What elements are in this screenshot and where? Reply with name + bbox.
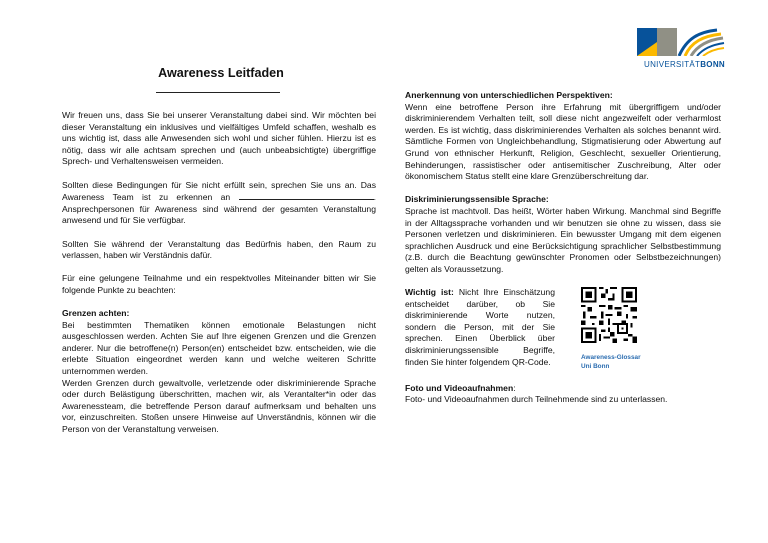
photo-heading: Foto und Videoaufnahmen: bbox=[405, 382, 516, 393]
language-paragraph: Sprache ist machtvoll. Das heißt, Wörter haben Wirkung. Manchmal sind Begriffe in der Alltagssprache vorhanden und wir benutzen sie ohne zu wissen, dass sie Personen verletzen und diskriminieren. Ein bewusster Umgang mit dem eigenen sprachlichen Ausdruck und eine Berücksichtigung sprachlicher Selbstbestimmung (z.B. durch die Beachtung gewünschter Pronomen oder Selbstbezeichnungen) gelten als Voraussetzung. bbox=[405, 205, 721, 274]
boundaries-paragraph-1: Bei bestimmten Thematiken können emotionale Belastungen nicht ausgeschlossen werden. Achten Sie auf Ihre eigenen Grenzen und die Grenzen anderer. Nur die betroffene(n) Person(en) entscheidet bzw. entscheiden, wie die erlebte Situation eingeordnet werden kann und welche weiteren Schritte unternommen werden. bbox=[62, 319, 376, 377]
important-paragraph: Wichtig ist: Nicht Ihre Einschätzung entscheidet darüber, ob Sie diskriminierende Worte nutzen, sondern die Person, mit der Sie sprechen. Einen Überblick über diskriminierungssensible Begriffe, finden Sie hinter folgendem QR-Code. bbox=[405, 287, 555, 367]
intro-paragraph: Wir freuen uns, dass Sie bei unserer Veranstaltung dabei sind. Wir möchten bei dieser Veranstaltung ein inklusives und vielfältiges Umfeld schaffen, weshalb es uns wichtig ist, dass alle Anwesenden sich wohl und sicher fühlen. Hierzu ist es nötig, dass wir alle achtsam sprechen und (auch unbeabsichtigte) übergriffige Sprech- und Verhaltensweisen vermeiden. bbox=[62, 110, 376, 167]
qr-block bbox=[567, 287, 661, 371]
boundaries-heading: Grenzen achten: bbox=[62, 308, 130, 319]
page-title: Awareness Leitfaden bbox=[158, 66, 284, 80]
photo-paragraph: Foto- und Videoaufnahmen durch Teilnehmende sind zu unterlassen. bbox=[405, 394, 668, 405]
qr-caption: Awareness-Glossar Uni Bonn bbox=[581, 354, 641, 371]
right-column bbox=[405, 90, 721, 406]
boundaries-paragraph-2: Werden Grenzen durch gewaltvolle, verletzende oder diskriminierende Sprache oder durch Belästigung überschritten, machen wir, als Verantalter*in oder das Awarenessteam, die betreffende Person darauf aufmerksam und behalten uns vor, einzuschreiten. Stoßen unsere Hinweise auf Unverständnis, können wir die Person von der Veranstaltung verweisen. bbox=[62, 377, 376, 435]
leave-room-paragraph: Sollten Sie während der Veranstaltung das Bedürfnis haben, den Raum zu verlassen, haben wir Verständnis dafür. bbox=[62, 238, 376, 261]
logo-swoosh-icon bbox=[677, 28, 725, 56]
perspectives-heading: Anerkennung von unterschiedlichen Perspektiven: bbox=[405, 90, 613, 100]
logo-blocks-icon bbox=[637, 28, 677, 56]
language-heading: Diskriminierungssensible Sprache: bbox=[405, 194, 549, 205]
contact-paragraph: Sollten diese Bedingungen für Sie nicht erfüllt sein, sprechen Sie uns an. Das Awareness Team ist zu erkennen an . Ansprechpersonen für Awareness sind während der gesamten Veranstaltung anwesend und für Sie verfügbar. bbox=[62, 179, 376, 226]
logo-wordmark: UNIVERSITÄTBONN bbox=[644, 60, 725, 69]
fill-in-blank bbox=[239, 191, 374, 200]
qr-code-icon[interactable] bbox=[581, 287, 637, 343]
title-underline bbox=[156, 92, 280, 93]
important-section bbox=[405, 287, 721, 371]
university-logo bbox=[590, 28, 725, 73]
left-column bbox=[62, 110, 376, 436]
points-intro-paragraph: Für eine gelungene Teilnahme und ein respektvolles Miteinander bitten wir Sie folgende Punkte zu beachten: bbox=[62, 273, 376, 295]
perspectives-paragraph: Wenn eine betroffene Person ihre Erfahrung mit übergriffigem und/oder diskriminierendem Verhalten teilt, soll diese nicht angezweifelt oder verharmlost werden. Es ist wichtig, dass diskriminierendes Verhalten als solches benannt wird. Sämtliche Formen von Ungleichbehandlung, Stigmatisierung oder Abwertung auf Grund von ethnischer Herkunft, Religion, Geschlecht, sexueller Orientierung, Behinderungen, rassistischer oder antisemitischer Zuschreibung, Alter oder ökonomischem Status stellt eine klare Grenzüberschreitung dar. bbox=[405, 101, 721, 182]
